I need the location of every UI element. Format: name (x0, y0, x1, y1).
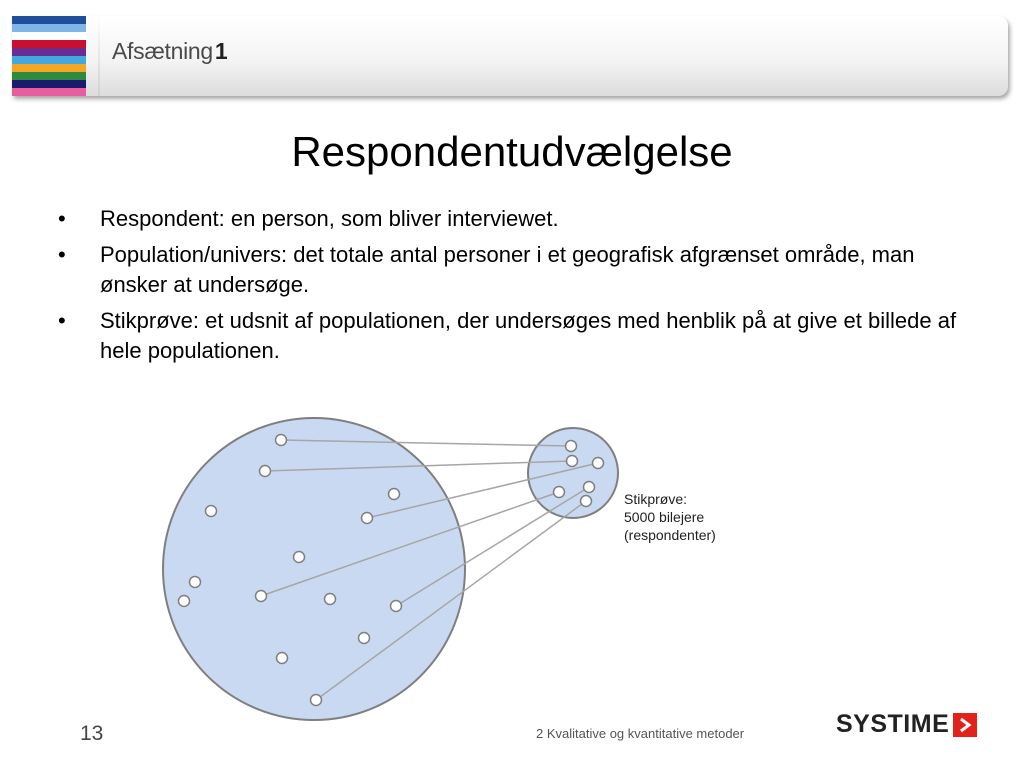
footer-chapter: 2 Kvalitative og kvantitative metoder (536, 726, 745, 741)
sampling-diagram (150, 410, 630, 730)
sample-point (581, 496, 592, 507)
page-number: 13 (80, 722, 104, 745)
color-stripe (12, 72, 86, 80)
color-stripe (12, 16, 86, 24)
color-stripe (12, 32, 86, 40)
respondent-point (260, 466, 271, 477)
bullet-item (58, 306, 958, 366)
respondent-point (359, 633, 370, 644)
respondent-point (256, 591, 267, 602)
respondent-point (276, 435, 287, 446)
bullet-item (58, 240, 958, 300)
arrow-right-icon (953, 713, 977, 737)
bullet-text: Stikprøve: et udsnit af populationen, der undersøges med henblik på at give et billede af hele populationen. (100, 308, 957, 363)
respondent-point (391, 601, 402, 612)
bullet-list (58, 204, 958, 372)
population-circle (163, 418, 465, 720)
respondent-point (277, 653, 288, 664)
sample-point (554, 487, 565, 498)
color-stripe (12, 80, 86, 88)
color-stripe (12, 88, 86, 96)
sample-point (584, 482, 595, 493)
color-stripe (12, 48, 86, 56)
bullet-icon: • (58, 308, 66, 333)
respondent-point (362, 513, 373, 524)
respondent-point (179, 596, 190, 607)
sample-label-line: Stikprøve: (624, 491, 688, 507)
respondent-point (294, 552, 305, 563)
slide-title: Respondentudvælgelse (291, 128, 733, 175)
brand-title (112, 38, 227, 65)
brand-number: 1 (214, 38, 228, 64)
sample-label (624, 490, 716, 544)
respondent-point (206, 506, 217, 517)
header-banner (12, 16, 1008, 96)
bullet-text: Population/univers: det totale antal personer i et geografisk afgrænset område, man ønsker at undersøge. (100, 242, 915, 297)
color-stripe (12, 40, 86, 48)
color-stripes (12, 16, 86, 96)
sample-label-line: 5000 bilejere (624, 509, 705, 525)
systime-logo (836, 710, 977, 739)
banner-divider (98, 16, 100, 96)
sample-label-line: (respondenter) (624, 527, 716, 543)
respondent-point (190, 577, 201, 588)
sample-point (593, 458, 604, 469)
respondent-point (389, 489, 400, 500)
color-stripe (12, 56, 86, 64)
bullet-icon: • (58, 206, 66, 231)
respondent-point (311, 695, 322, 706)
respondent-point (325, 594, 336, 605)
color-stripe (12, 24, 86, 32)
brand-text: Afsætning (112, 38, 213, 64)
bullet-icon: • (58, 242, 66, 267)
color-stripe (12, 64, 86, 72)
bullet-text: Respondent: en person, som bliver interviewet. (100, 206, 559, 231)
bullet-item (58, 204, 958, 234)
sample-point (567, 456, 578, 467)
sample-point (566, 441, 577, 452)
logo-text: SYSTIME (836, 710, 950, 738)
